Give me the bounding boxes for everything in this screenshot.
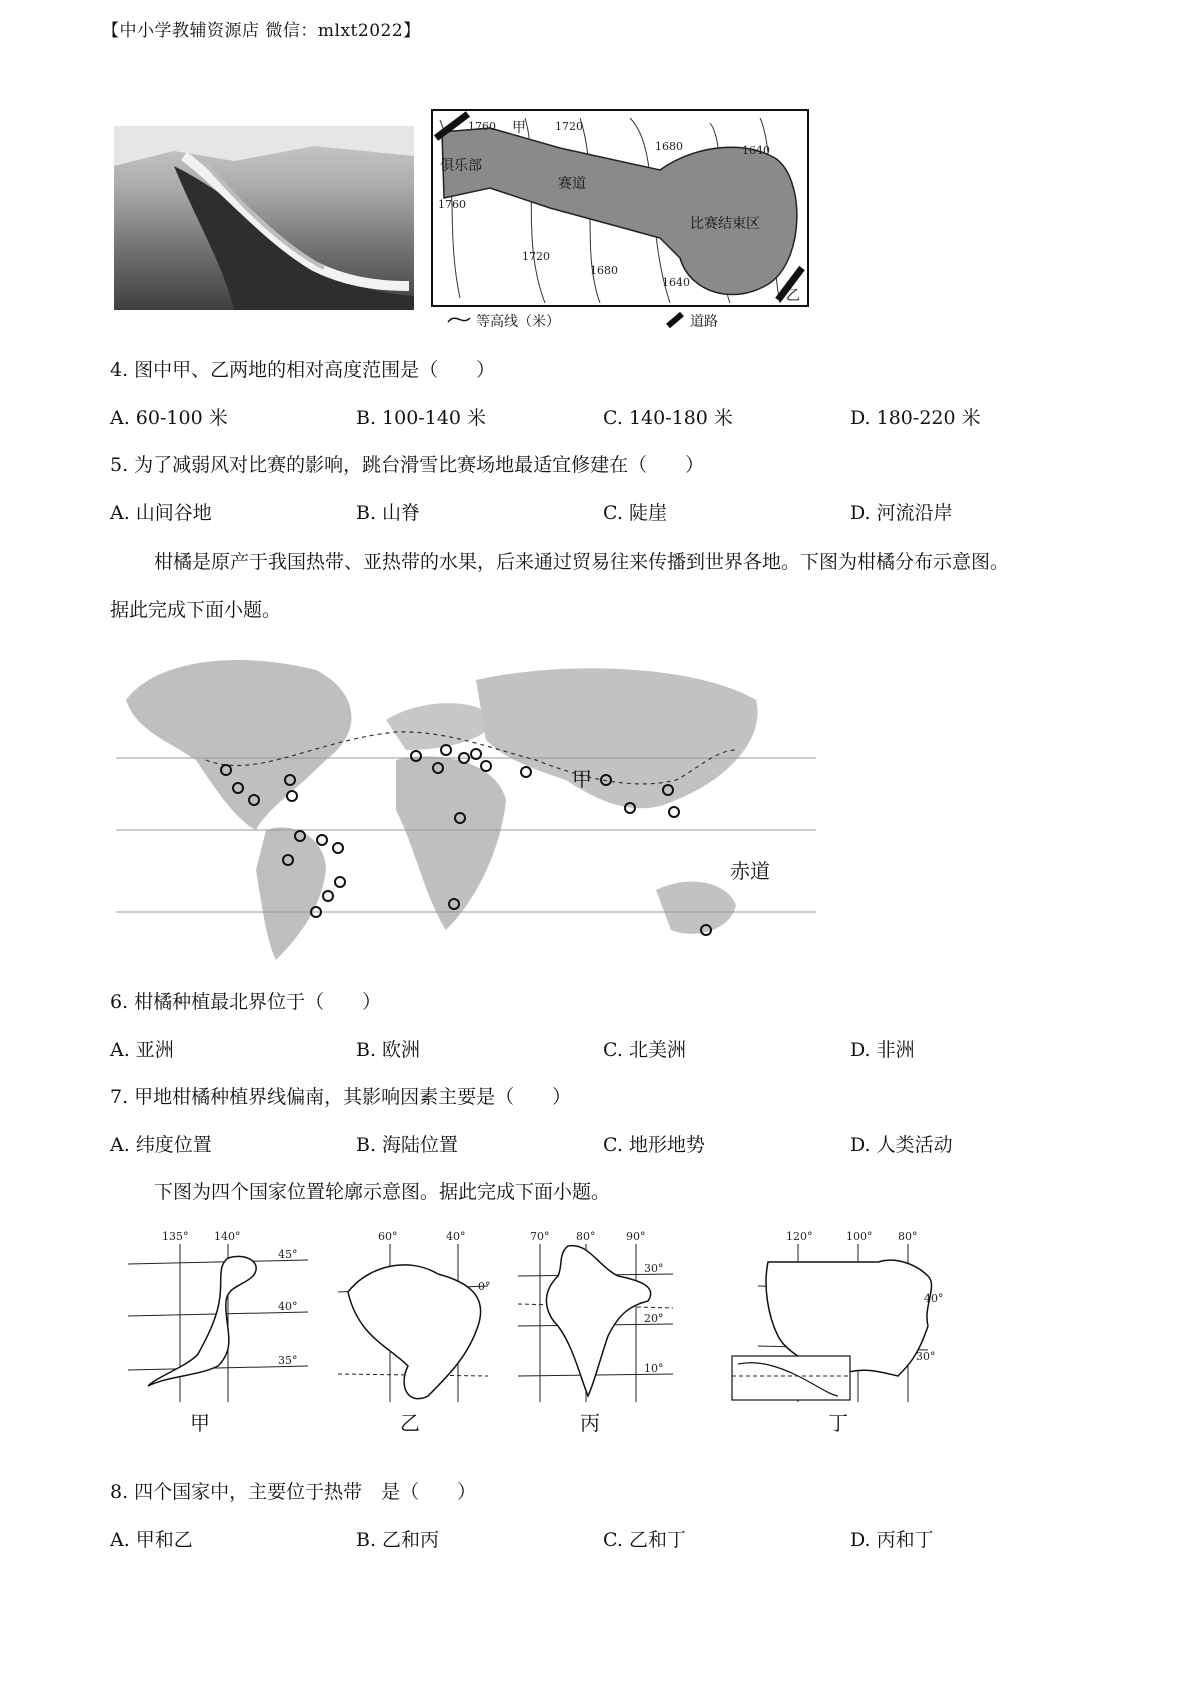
australia-shape	[656, 882, 736, 934]
question-4-option-d[interactable]: D. 180-220 米	[850, 407, 981, 429]
question-8-option-d[interactable]: D. 丙和丁	[850, 1529, 934, 1551]
finish-area-label: 比赛结束区	[690, 216, 760, 232]
watermark-header: 【中小学教辅资源店 微信：mlxt2022】	[102, 21, 421, 41]
p2-lon-40: 40°	[446, 1230, 466, 1243]
question-8-option-a[interactable]: A. 甲和乙	[110, 1529, 193, 1551]
p1-lat-45: 45°	[278, 1248, 298, 1261]
passage-citrus-line-2: 据此完成下面小题。	[110, 599, 282, 621]
question-7-option-d[interactable]: D. 人类活动	[850, 1134, 953, 1156]
question-6-option-c[interactable]: C. 北美洲	[603, 1039, 686, 1061]
africa-shape	[396, 756, 506, 930]
panel-bing	[518, 1230, 673, 1435]
contour-legend-icon	[448, 318, 470, 322]
question-5-stem: 5. 为了减弱风对比赛的影响，跳台滑雪比赛场地最适宜修建在（ ）	[110, 454, 705, 476]
p2-lon-60: 60°	[378, 1230, 398, 1243]
p3-lat-10: 10°	[644, 1362, 664, 1375]
p4-lon-100: 100°	[846, 1230, 873, 1243]
p4-lat-30: 30°	[916, 1350, 936, 1363]
p3-lon-70: 70°	[530, 1230, 550, 1243]
question-7-stem: 7. 甲地柑橘种植界线偏南，其影响因素主要是（ ）	[110, 1086, 572, 1108]
panel-jia	[128, 1230, 308, 1435]
contour-label-8: 1640	[662, 276, 690, 289]
question-4-option-b[interactable]: B. 100-140 米	[356, 407, 487, 429]
question-4-option-c[interactable]: C. 140-180 米	[603, 407, 733, 429]
ski-jump-photo-drawing	[114, 126, 414, 310]
question-8-stem: 8. 四个国家中，主要位于热带 是（ ）	[110, 1481, 477, 1503]
question-5-option-b[interactable]: B. 山脊	[356, 502, 421, 524]
contour-label-5: 1760	[438, 198, 466, 211]
question-7-option-c[interactable]: C. 地形地势	[603, 1134, 705, 1156]
question-8-option-c[interactable]: C. 乙和丁	[603, 1529, 686, 1551]
contour-map-svg	[430, 108, 810, 330]
p3-lon-90: 90°	[626, 1230, 646, 1243]
question-5-option-a[interactable]: A. 山间谷地	[110, 502, 212, 524]
question-5-option-d[interactable]: D. 河流沿岸	[850, 502, 953, 524]
four-countries-figure	[128, 1226, 948, 1448]
road-legend-icon	[668, 314, 682, 326]
contour-label-4: 1640	[742, 144, 770, 157]
ski-jump-photo	[114, 126, 414, 310]
contour-map	[430, 108, 810, 330]
p1-lat-40: 40°	[278, 1300, 298, 1313]
contour-label-7: 1680	[590, 264, 618, 277]
citrus-world-map-svg	[116, 640, 816, 966]
contour-legend-label: 等高线（米）	[476, 314, 560, 330]
p1-lat-35: 35°	[278, 1354, 298, 1367]
club-label: 俱乐部	[440, 158, 482, 174]
question-6-option-b[interactable]: B. 欧洲	[356, 1039, 421, 1061]
p4-lon-80: 80°	[898, 1230, 918, 1243]
question-5-option-c[interactable]: C. 陡崖	[603, 502, 667, 524]
caption-jia: 甲	[190, 1411, 210, 1435]
equator-label: 赤道	[730, 859, 770, 883]
asia-shape	[476, 668, 758, 808]
caption-ding: 丁	[828, 1411, 848, 1435]
map-jia-label: 甲	[572, 767, 592, 791]
question-7-option-b[interactable]: B. 海陆位置	[356, 1134, 459, 1156]
question-6-option-d[interactable]: D. 非洲	[850, 1039, 915, 1061]
question-4-option-a[interactable]: A. 60-100 米	[110, 407, 228, 429]
passage-citrus-line-1: 柑橘是原产于我国热带、亚热带的水果，后来通过贸易往来传播到世界各地。下图为柑橘分布示意图。	[154, 551, 1010, 573]
question-7-option-a[interactable]: A. 纬度位置	[110, 1134, 212, 1156]
contour-label-3: 1680	[655, 140, 683, 153]
point-jia-label: 甲	[512, 120, 526, 136]
p4-lat-40: 40°	[924, 1292, 944, 1305]
road-legend-label: 道路	[690, 314, 718, 330]
citrus-world-map	[116, 640, 816, 966]
caption-bing: 丙	[580, 1411, 600, 1435]
contour-label-2: 1720	[555, 120, 583, 133]
question-8-option-b[interactable]: B. 乙和丙	[356, 1529, 440, 1551]
north-america-shape	[126, 660, 351, 830]
four-countries-svg	[128, 1226, 948, 1448]
contour-label-1: 1760	[468, 120, 496, 133]
p3-lon-80: 80°	[576, 1230, 596, 1243]
p4-lon-120: 120°	[786, 1230, 813, 1243]
europe-shape	[386, 703, 496, 750]
p2-lat-0: 0°	[478, 1280, 491, 1293]
p3-lat-30: 30°	[644, 1262, 664, 1275]
question-6-option-a[interactable]: A. 亚洲	[110, 1039, 174, 1061]
question-4-stem: 4. 图中甲、乙两地的相对高度范围是（ ）	[110, 359, 496, 381]
p1-lon-135: 135°	[162, 1230, 189, 1243]
caption-yi: 乙	[400, 1411, 420, 1435]
south-america-shape	[256, 827, 326, 960]
question-6-stem: 6. 柑橘种植最北界位于（ ）	[110, 991, 382, 1013]
contour-label-6: 1720	[522, 250, 550, 263]
passage-countries: 下图为四个国家位置轮廓示意图。据此完成下面小题。	[154, 1181, 611, 1203]
p3-lat-20: 20°	[644, 1312, 664, 1325]
track-label: 赛道	[558, 176, 586, 192]
point-yi-label: 乙	[786, 288, 800, 304]
panel-ding	[732, 1230, 944, 1435]
panel-yi	[338, 1230, 491, 1435]
p1-lon-140: 140°	[214, 1230, 241, 1243]
